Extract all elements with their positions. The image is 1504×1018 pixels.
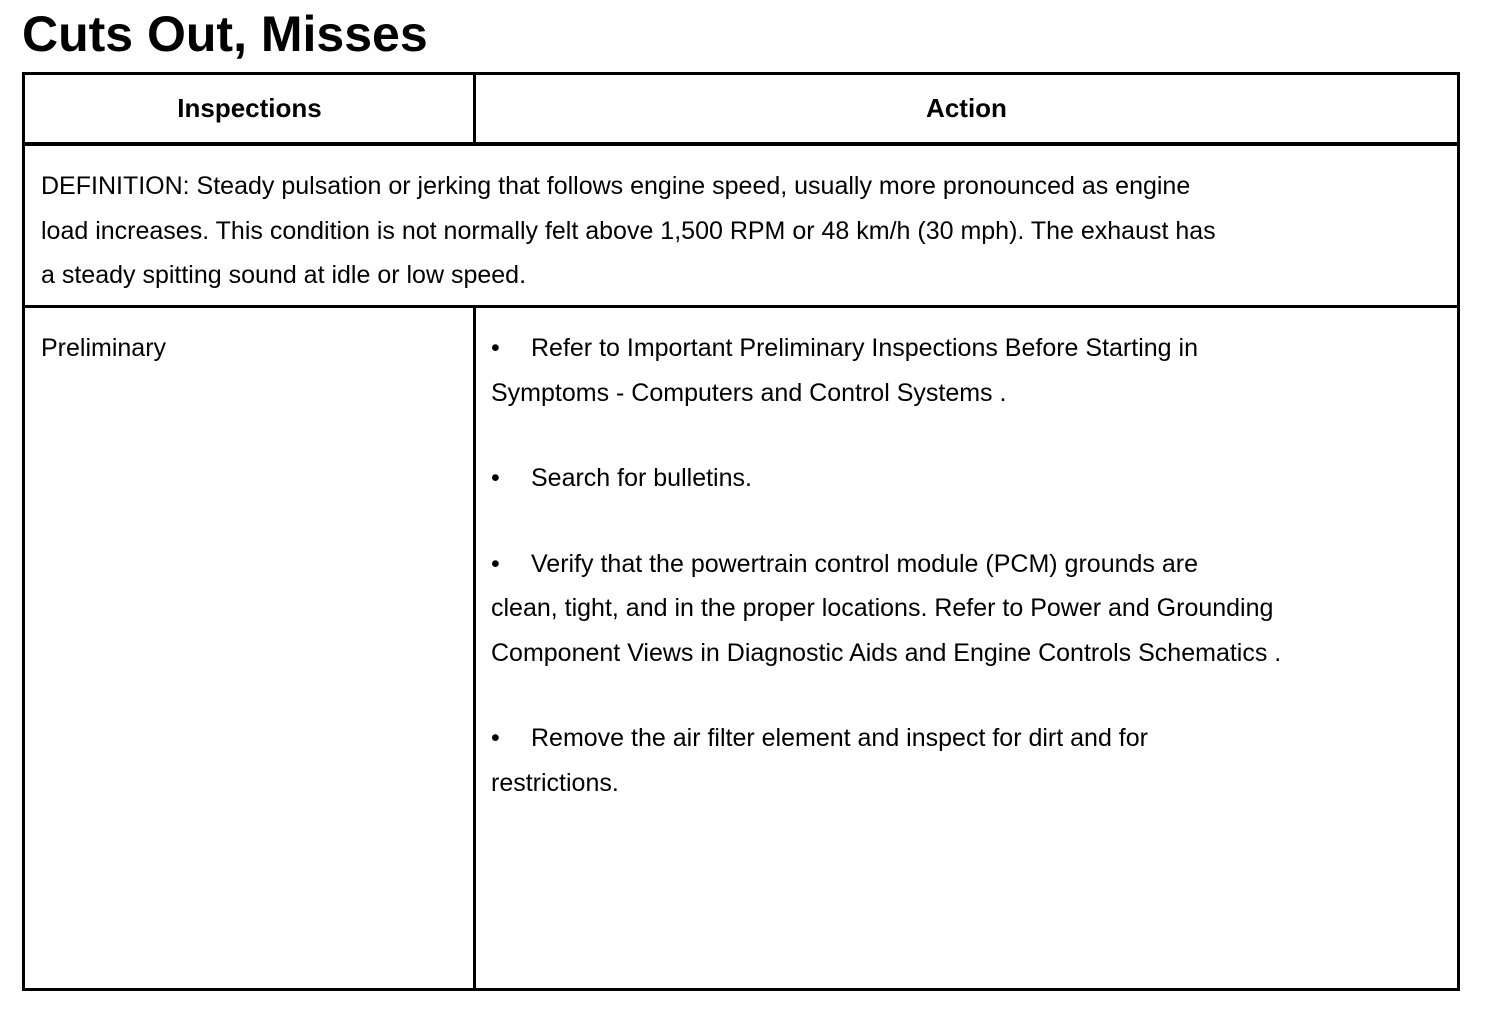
inspection-cell: Preliminary bbox=[41, 334, 167, 362]
action-item bbox=[491, 542, 1421, 676]
action-cell bbox=[491, 326, 1421, 846]
definition-line: load increases. This condition is not normally felt above 1,500 RPM or 48 km/h (30 mph). The exhaust has bbox=[41, 216, 1216, 245]
action-item bbox=[491, 456, 1421, 501]
symptom-table bbox=[22, 72, 1460, 991]
action-item bbox=[491, 326, 1421, 415]
column-divider bbox=[473, 308, 476, 991]
action-line: Search for bulletins. bbox=[531, 464, 752, 492]
action-line: clean, tight, and in the proper locations. Refer to Power and Grounding bbox=[491, 594, 1274, 622]
definition-text bbox=[41, 164, 1381, 298]
bullet-icon: • bbox=[491, 464, 500, 492]
header-inspections: Inspections bbox=[177, 93, 322, 123]
action-line: Refer to Important Preliminary Inspections Before Starting in bbox=[531, 334, 1198, 362]
action-line: Verify that the powertrain control module (PCM) grounds are bbox=[531, 549, 1198, 578]
page-title: Cuts Out, Misses bbox=[22, 6, 428, 62]
action-line: Symptoms - Computers and Control Systems . bbox=[491, 378, 1007, 407]
action-line: Remove the air filter element and inspect for dirt and for bbox=[531, 724, 1148, 752]
bullet-icon: • bbox=[491, 724, 500, 752]
definition-line: DEFINITION: Steady pulsation or jerking that follows engine speed, usually more pronounced as engine bbox=[41, 172, 1191, 200]
definition-line: a steady spitting sound at idle or low speed. bbox=[41, 261, 527, 289]
table-header-row bbox=[25, 75, 1457, 146]
action-line: Component Views in Diagnostic Aids and Engine Controls Schematics . bbox=[491, 638, 1282, 667]
table-row bbox=[25, 308, 1457, 991]
action-item bbox=[491, 716, 1421, 805]
definition-row bbox=[25, 146, 1457, 308]
bullet-icon: • bbox=[491, 549, 500, 578]
action-line: restrictions. bbox=[491, 768, 619, 797]
bullet-icon: • bbox=[491, 334, 500, 362]
header-action: Action bbox=[926, 93, 1007, 123]
